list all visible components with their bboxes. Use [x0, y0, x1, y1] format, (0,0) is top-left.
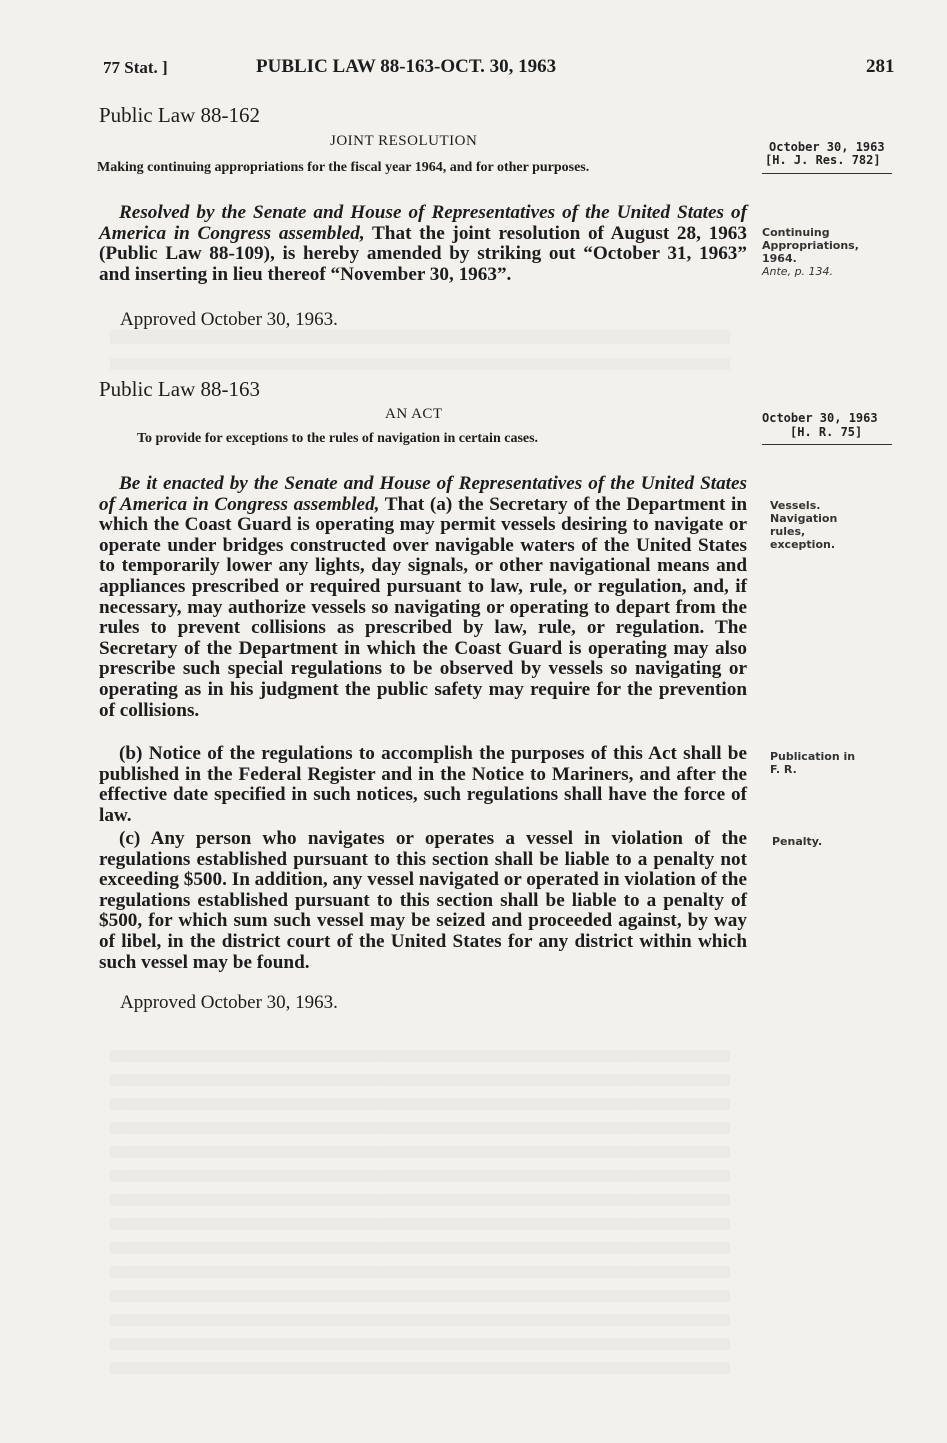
law2-para-c: (c) Any person who navigates or operates a vessel in violation of the regulations established pursuant to this section shall be liable to a penalty not exceeding $500. In addition, any vessel navigated or operated in violation of the regulations established pursuant to this section shall be liable to a penalty of $500, for which sum such vessel may be seized and proceeded against, by way of libel, in the district court of the United States for any district within which such vessel may be found. — [99, 828, 747, 973]
law2-para-a — [99, 474, 747, 721]
bleed-through-texture-top — [110, 330, 730, 370]
law2-para-a-text: That (a) the Secretary of the Department in which the Coast Guard is operating may permit vessels desiring to navigate or operate under bridges constructed over navigable waters of the United States to temporarily lower any lights, day signals, or other navigational means and appliances prescribed or required pursuant to law, rule, or regulation, and, if necessary, may authorize vessels so navigating or operating to depart from the rules to prevent collisions as prescribed by law, rule, or regulation. The Secretary of the Department in which the Coast Guard is operating may also prescribe such special regulations to be observed by vessels so navigating or operating as in his judgment the public safety may require for the prevention of collisions. — [99, 493, 748, 721]
law2-date: October 30, 1963 — [762, 411, 878, 425]
law2-margin-penalty: Penalty. — [772, 835, 823, 848]
header-volume: 77 Stat. ] — [103, 58, 168, 77]
law1-date-rule — [762, 173, 892, 174]
law1-body — [99, 203, 747, 285]
law1-type: JOINT RESOLUTION — [330, 133, 478, 149]
law1-subject: Making continuing appropriations for the fiscal year 1964, and for other purposes. — [97, 160, 590, 175]
law2-margin-publication: Publication in F. R. — [770, 750, 856, 776]
header-title: PUBLIC LAW 88-163-OCT. 30, 1963 — [256, 56, 557, 77]
bleed-through-texture — [110, 1050, 730, 1380]
law2-label: Public Law 88-163 — [99, 377, 260, 401]
page-number: 281 — [866, 56, 895, 77]
law1-enacting-clause: Resolved by the Senate and House of Representatives of the United States of America in Congress assembled, — [99, 202, 747, 244]
law1-bill: [H. J. Res. 782] — [765, 153, 881, 167]
law2-date-rule — [762, 444, 892, 445]
law2-approved: Approved October 30, 1963. — [120, 992, 338, 1013]
law2-type: AN ACT — [385, 406, 443, 422]
law1-approved: Approved October 30, 1963. — [120, 309, 338, 330]
law1-margin-note: Continuing Appropriations, 1964. — [762, 226, 859, 265]
law1-label: Public Law 88-162 — [99, 103, 260, 127]
law1-margin-ref: Ante, p. 134. — [762, 265, 834, 278]
law2-para-b: (b) Notice of the regulations to accomplish the purposes of this Act shall be published in the Federal Register and in the Notice to Mariners, and after the effective date specified in such notices, such regulations shall have the force of law. — [99, 743, 747, 826]
law1-text: That the joint resolution of August 28, 1963 (Public Law 88-109), is hereby amended by striking out “October 31, 1963” and inserting in lieu thereof “November 30, 1963”. — [99, 222, 747, 285]
law2-enacting-clause: Be it enacted by the Senate and House of Representatives of the United States of America in Congress assembled, — [99, 473, 747, 515]
law1-date: October 30, 1963 — [769, 140, 885, 154]
law2-bill: [H. R. 75] — [790, 425, 863, 439]
law2-margin-vessels: Vessels. Navigation rules, exception. — [770, 499, 838, 551]
law2-subject: To provide for exceptions to the rules of navigation in certain cases. — [137, 431, 539, 446]
